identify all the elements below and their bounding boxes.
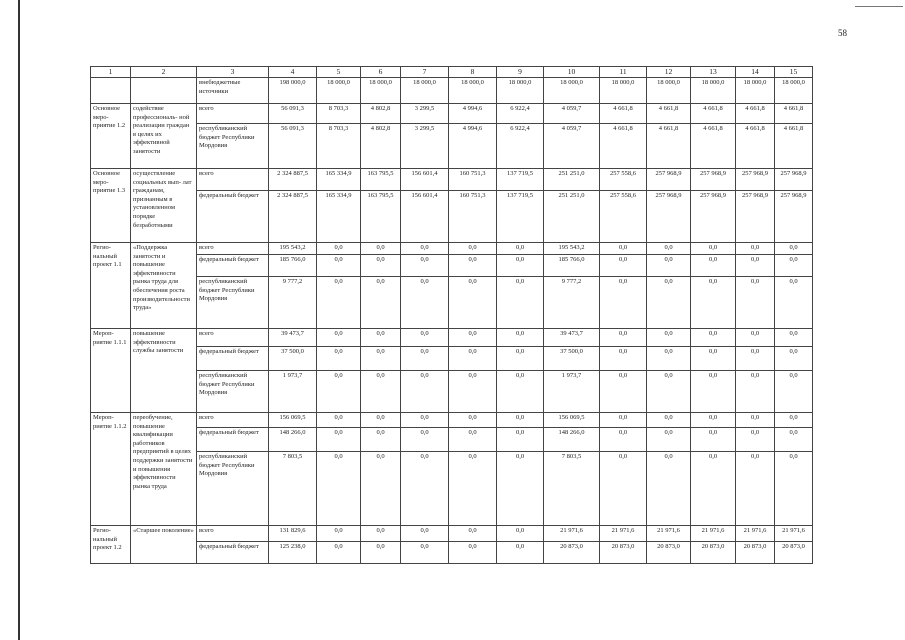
amount-cell: 0,0 bbox=[317, 452, 361, 526]
amount-cell: 0,0 bbox=[449, 428, 497, 452]
amount-cell: 0,0 bbox=[497, 277, 544, 329]
amount-cell: 0,0 bbox=[449, 452, 497, 526]
amount-cell: 0,0 bbox=[691, 428, 736, 452]
amount-cell: 20 873,0 bbox=[775, 542, 813, 564]
amount-cell: 37 500,0 bbox=[269, 347, 317, 371]
amount-cell: 0,0 bbox=[691, 255, 736, 277]
amount-cell: 257 968,9 bbox=[691, 169, 736, 191]
funding-source: всего bbox=[197, 329, 269, 347]
amount-cell: 0,0 bbox=[736, 347, 775, 371]
table-row bbox=[91, 243, 813, 255]
event-name-cell: «Поддержка занятости и повышение эффективности рынка труда для обеспечения роста производительности труда» bbox=[131, 243, 197, 329]
amount-cell: 0,0 bbox=[647, 452, 691, 526]
amount-cell: 0,0 bbox=[497, 542, 544, 564]
amount-cell: 257 558,6 bbox=[600, 169, 647, 191]
amount-cell: 0,0 bbox=[497, 428, 544, 452]
amount-cell: 7 803,5 bbox=[269, 452, 317, 526]
funding-source: республиканский бюджет Республики Мордовия bbox=[197, 124, 269, 169]
event-code-cell: Регио- нальный проект 1.2 bbox=[91, 526, 131, 564]
amount-cell: 20 873,0 bbox=[600, 542, 647, 564]
amount-cell: 9 777,2 bbox=[544, 277, 600, 329]
col-header: 15 bbox=[775, 67, 813, 78]
amount-cell: 1 973,7 bbox=[269, 371, 317, 413]
table-row bbox=[91, 104, 813, 124]
table-row bbox=[91, 428, 813, 452]
funding-source: республиканский бюджет Республики Мордовия bbox=[197, 371, 269, 413]
amount-cell: 18 000,0 bbox=[497, 78, 544, 104]
amount-cell: 0,0 bbox=[691, 329, 736, 347]
amount-cell: 18 000,0 bbox=[647, 78, 691, 104]
amount-cell: 257 558,6 bbox=[600, 191, 647, 243]
amount-cell: 251 251,0 bbox=[544, 169, 600, 191]
column-number-row bbox=[91, 67, 813, 78]
amount-cell: 257 968,9 bbox=[647, 191, 691, 243]
amount-cell: 4 661,8 bbox=[691, 104, 736, 124]
amount-cell: 2 324 887,5 bbox=[269, 191, 317, 243]
amount-cell: 0,0 bbox=[449, 371, 497, 413]
amount-cell: 0,0 bbox=[317, 428, 361, 452]
amount-cell: 195 543,2 bbox=[544, 243, 600, 255]
amount-cell: 0,0 bbox=[401, 526, 449, 542]
amount-cell: 163 795,5 bbox=[361, 191, 401, 243]
amount-cell: 257 968,9 bbox=[775, 191, 813, 243]
col-header: 5 bbox=[317, 67, 361, 78]
funding-source: всего bbox=[197, 104, 269, 124]
amount-cell: 3 299,5 bbox=[401, 104, 449, 124]
table-row bbox=[91, 255, 813, 277]
amount-cell: 125 238,0 bbox=[269, 542, 317, 564]
amount-cell: 4 661,8 bbox=[775, 104, 813, 124]
funding-source: федеральный бюджет bbox=[197, 255, 269, 277]
amount-cell: 148 266,0 bbox=[544, 428, 600, 452]
amount-cell: 0,0 bbox=[600, 413, 647, 428]
col-header: 7 bbox=[401, 67, 449, 78]
amount-cell: 0,0 bbox=[647, 329, 691, 347]
amount-cell: 0,0 bbox=[775, 452, 813, 526]
col-header: 13 bbox=[691, 67, 736, 78]
table-row bbox=[91, 124, 813, 169]
amount-cell: 0,0 bbox=[401, 255, 449, 277]
amount-cell: 0,0 bbox=[775, 428, 813, 452]
funding-source: федеральный бюджет bbox=[197, 428, 269, 452]
event-code-cell: Основное меро- приятие 1.3 bbox=[91, 169, 131, 243]
event-name-cell: содействие профессиональ- ной реализации граждан в целях их эффективной занятости bbox=[131, 104, 197, 169]
amount-cell: 18 000,0 bbox=[361, 78, 401, 104]
page-number: 58 bbox=[838, 28, 847, 38]
amount-cell: 0,0 bbox=[691, 371, 736, 413]
event-name-cell bbox=[131, 78, 197, 104]
col-header: 14 bbox=[736, 67, 775, 78]
funding-source: всего bbox=[197, 243, 269, 255]
funding-source: федеральный бюджет bbox=[197, 347, 269, 371]
amount-cell: 18 000,0 bbox=[449, 78, 497, 104]
amount-cell: 257 968,9 bbox=[736, 191, 775, 243]
table-row bbox=[91, 526, 813, 542]
amount-cell: 21 971,6 bbox=[736, 526, 775, 542]
amount-cell: 0,0 bbox=[647, 428, 691, 452]
col-header: 6 bbox=[361, 67, 401, 78]
amount-cell: 0,0 bbox=[449, 347, 497, 371]
amount-cell: 163 795,5 bbox=[361, 169, 401, 191]
table-row bbox=[91, 78, 813, 104]
col-header: 10 bbox=[544, 67, 600, 78]
amount-cell: 21 971,6 bbox=[691, 526, 736, 542]
funding-source: внебюджетные источники bbox=[197, 78, 269, 104]
amount-cell: 37 500,0 bbox=[544, 347, 600, 371]
table-row bbox=[91, 371, 813, 413]
amount-cell: 0,0 bbox=[361, 371, 401, 413]
amount-cell: 18 000,0 bbox=[691, 78, 736, 104]
amount-cell: 18 000,0 bbox=[736, 78, 775, 104]
col-header: 3 bbox=[197, 67, 269, 78]
amount-cell: 131 829,6 bbox=[269, 526, 317, 542]
amount-cell: 0,0 bbox=[401, 371, 449, 413]
top-rule bbox=[855, 6, 903, 7]
amount-cell: 160 751,3 bbox=[449, 169, 497, 191]
amount-cell: 20 873,0 bbox=[544, 542, 600, 564]
amount-cell: 257 968,9 bbox=[736, 169, 775, 191]
amount-cell: 0,0 bbox=[736, 243, 775, 255]
amount-cell: 195 543,2 bbox=[269, 243, 317, 255]
funding-source: федеральный бюджет bbox=[197, 542, 269, 564]
amount-cell: 20 873,0 bbox=[691, 542, 736, 564]
amount-cell: 0,0 bbox=[449, 329, 497, 347]
col-header: 12 bbox=[647, 67, 691, 78]
amount-cell: 6 922,4 bbox=[497, 124, 544, 169]
amount-cell: 0,0 bbox=[361, 413, 401, 428]
amount-cell: 0,0 bbox=[497, 347, 544, 371]
amount-cell: 0,0 bbox=[361, 329, 401, 347]
amount-cell: 0,0 bbox=[361, 452, 401, 526]
event-name-cell: осуществление социальных вып- лат гражданам, признанным в установленном порядке безработными bbox=[131, 169, 197, 243]
event-code-cell bbox=[91, 78, 131, 104]
amount-cell: 0,0 bbox=[449, 277, 497, 329]
amount-cell: 0,0 bbox=[497, 329, 544, 347]
amount-cell: 0,0 bbox=[449, 255, 497, 277]
amount-cell: 251 251,0 bbox=[544, 191, 600, 243]
col-header: 9 bbox=[497, 67, 544, 78]
amount-cell: 0,0 bbox=[317, 413, 361, 428]
scan-edge-bar bbox=[18, 0, 20, 640]
amount-cell: 0,0 bbox=[600, 329, 647, 347]
amount-cell: 0,0 bbox=[317, 542, 361, 564]
table-row bbox=[91, 169, 813, 191]
amount-cell: 4 994,6 bbox=[449, 104, 497, 124]
amount-cell: 4 661,8 bbox=[647, 124, 691, 169]
col-header: 8 bbox=[449, 67, 497, 78]
amount-cell: 8 703,3 bbox=[317, 124, 361, 169]
amount-cell: 0,0 bbox=[401, 452, 449, 526]
amount-cell: 137 719,5 bbox=[497, 169, 544, 191]
amount-cell: 0,0 bbox=[647, 277, 691, 329]
funding-source: федеральный бюджет bbox=[197, 191, 269, 243]
amount-cell: 0,0 bbox=[361, 347, 401, 371]
amount-cell: 0,0 bbox=[361, 243, 401, 255]
amount-cell: 0,0 bbox=[449, 542, 497, 564]
amount-cell: 56 091,3 bbox=[269, 104, 317, 124]
amount-cell: 0,0 bbox=[775, 243, 813, 255]
amount-cell: 0,0 bbox=[401, 277, 449, 329]
amount-cell: 21 971,6 bbox=[600, 526, 647, 542]
amount-cell: 0,0 bbox=[600, 428, 647, 452]
amount-cell: 0,0 bbox=[497, 526, 544, 542]
event-code-cell: Мероп- риятие 1.1.1 bbox=[91, 329, 131, 413]
amount-cell: 0,0 bbox=[600, 243, 647, 255]
col-header: 11 bbox=[600, 67, 647, 78]
amount-cell: 0,0 bbox=[691, 347, 736, 371]
amount-cell: 0,0 bbox=[449, 243, 497, 255]
amount-cell: 18 000,0 bbox=[544, 78, 600, 104]
col-header: 4 bbox=[269, 67, 317, 78]
amount-cell: 0,0 bbox=[401, 542, 449, 564]
amount-cell: 0,0 bbox=[691, 243, 736, 255]
amount-cell: 185 766,0 bbox=[544, 255, 600, 277]
amount-cell: 0,0 bbox=[736, 413, 775, 428]
event-code-cell: Мероп- риятие 1.1.2 bbox=[91, 413, 131, 526]
amount-cell: 0,0 bbox=[361, 277, 401, 329]
funding-source: республиканский бюджет Республики Мордовия bbox=[197, 452, 269, 526]
amount-cell: 0,0 bbox=[691, 277, 736, 329]
amount-cell: 0,0 bbox=[736, 277, 775, 329]
amount-cell: 0,0 bbox=[647, 413, 691, 428]
amount-cell: 0,0 bbox=[497, 413, 544, 428]
funding-source: республиканский бюджет Республики Мордовия bbox=[197, 277, 269, 329]
amount-cell: 0,0 bbox=[647, 371, 691, 413]
amount-cell: 0,0 bbox=[736, 329, 775, 347]
amount-cell: 0,0 bbox=[317, 347, 361, 371]
amount-cell: 0,0 bbox=[736, 255, 775, 277]
amount-cell: 0,0 bbox=[449, 526, 497, 542]
amount-cell: 0,0 bbox=[317, 243, 361, 255]
amount-cell: 8 703,3 bbox=[317, 104, 361, 124]
event-name-cell: переобучение, повышение квалификации работников предприятий в целях поддержки занятости и повышения эффективности рынка труда bbox=[131, 413, 197, 526]
amount-cell: 0,0 bbox=[361, 255, 401, 277]
table-row bbox=[91, 191, 813, 243]
table-row bbox=[91, 413, 813, 428]
funding-source: всего bbox=[197, 413, 269, 428]
amount-cell: 2 324 887,5 bbox=[269, 169, 317, 191]
amount-cell: 4 661,8 bbox=[736, 104, 775, 124]
amount-cell: 21 971,6 bbox=[544, 526, 600, 542]
amount-cell: 0,0 bbox=[775, 347, 813, 371]
amount-cell: 0,0 bbox=[361, 542, 401, 564]
amount-cell: 0,0 bbox=[736, 371, 775, 413]
event-name-cell: «Старшее поколение» bbox=[131, 526, 197, 564]
amount-cell: 0,0 bbox=[600, 371, 647, 413]
event-name-cell: повышение эффективности службы занятости bbox=[131, 329, 197, 413]
amount-cell: 18 000,0 bbox=[775, 78, 813, 104]
amount-cell: 0,0 bbox=[401, 347, 449, 371]
event-code-cell: Регио- нальный проект 1.1 bbox=[91, 243, 131, 329]
amount-cell: 156 601,4 bbox=[401, 191, 449, 243]
amount-cell: 4 994,6 bbox=[449, 124, 497, 169]
amount-cell: 156 069,5 bbox=[544, 413, 600, 428]
amount-cell: 0,0 bbox=[600, 277, 647, 329]
amount-cell: 0,0 bbox=[317, 329, 361, 347]
amount-cell: 0,0 bbox=[361, 526, 401, 542]
amount-cell: 4 802,8 bbox=[361, 124, 401, 169]
amount-cell: 0,0 bbox=[647, 243, 691, 255]
amount-cell: 0,0 bbox=[401, 243, 449, 255]
amount-cell: 4 661,8 bbox=[775, 124, 813, 169]
amount-cell: 185 766,0 bbox=[269, 255, 317, 277]
amount-cell: 21 971,6 bbox=[647, 526, 691, 542]
amount-cell: 165 334,9 bbox=[317, 191, 361, 243]
amount-cell: 9 777,2 bbox=[269, 277, 317, 329]
amount-cell: 0,0 bbox=[691, 452, 736, 526]
amount-cell: 0,0 bbox=[775, 277, 813, 329]
col-header: 1 bbox=[91, 67, 131, 78]
amount-cell: 7 803,5 bbox=[544, 452, 600, 526]
amount-cell: 0,0 bbox=[317, 277, 361, 329]
amount-cell: 0,0 bbox=[647, 255, 691, 277]
amount-cell: 3 299,5 bbox=[401, 124, 449, 169]
amount-cell: 0,0 bbox=[775, 371, 813, 413]
table-row bbox=[91, 542, 813, 564]
amount-cell: 18 000,0 bbox=[401, 78, 449, 104]
table-row bbox=[91, 452, 813, 526]
amount-cell: 0,0 bbox=[361, 428, 401, 452]
funding-source: всего bbox=[197, 526, 269, 542]
amount-cell: 20 873,0 bbox=[736, 542, 775, 564]
amount-cell: 4 661,8 bbox=[600, 124, 647, 169]
amount-cell: 0,0 bbox=[401, 413, 449, 428]
amount-cell: 0,0 bbox=[775, 329, 813, 347]
amount-cell: 0,0 bbox=[775, 255, 813, 277]
amount-cell: 4 661,8 bbox=[691, 124, 736, 169]
amount-cell: 148 266,0 bbox=[269, 428, 317, 452]
amount-cell: 0,0 bbox=[736, 452, 775, 526]
amount-cell: 6 922,4 bbox=[497, 104, 544, 124]
amount-cell: 156 069,5 bbox=[269, 413, 317, 428]
amount-cell: 20 873,0 bbox=[647, 542, 691, 564]
amount-cell: 1 973,7 bbox=[544, 371, 600, 413]
amount-cell: 0,0 bbox=[600, 347, 647, 371]
table-row bbox=[91, 347, 813, 371]
amount-cell: 0,0 bbox=[401, 329, 449, 347]
amount-cell: 257 968,9 bbox=[691, 191, 736, 243]
table-row bbox=[91, 329, 813, 347]
amount-cell: 0,0 bbox=[317, 255, 361, 277]
amount-cell: 39 473,7 bbox=[544, 329, 600, 347]
amount-cell: 56 091,3 bbox=[269, 124, 317, 169]
budget-table bbox=[90, 66, 813, 564]
amount-cell: 0,0 bbox=[449, 413, 497, 428]
amount-cell: 0,0 bbox=[497, 255, 544, 277]
funding-source: всего bbox=[197, 169, 269, 191]
amount-cell: 165 334,9 bbox=[317, 169, 361, 191]
amount-cell: 0,0 bbox=[497, 243, 544, 255]
amount-cell: 0,0 bbox=[736, 428, 775, 452]
amount-cell: 160 751,3 bbox=[449, 191, 497, 243]
amount-cell: 4 661,8 bbox=[736, 124, 775, 169]
amount-cell: 4 802,8 bbox=[361, 104, 401, 124]
amount-cell: 137 719,5 bbox=[497, 191, 544, 243]
amount-cell: 0,0 bbox=[600, 452, 647, 526]
amount-cell: 0,0 bbox=[600, 255, 647, 277]
amount-cell: 0,0 bbox=[497, 371, 544, 413]
amount-cell: 0,0 bbox=[691, 413, 736, 428]
amount-cell: 0,0 bbox=[317, 526, 361, 542]
amount-cell: 39 473,7 bbox=[269, 329, 317, 347]
amount-cell: 0,0 bbox=[317, 371, 361, 413]
amount-cell: 21 971,6 bbox=[775, 526, 813, 542]
table-row bbox=[91, 277, 813, 329]
amount-cell: 0,0 bbox=[647, 347, 691, 371]
amount-cell: 156 601,4 bbox=[401, 169, 449, 191]
amount-cell: 0,0 bbox=[497, 452, 544, 526]
amount-cell: 198 000,0 bbox=[269, 78, 317, 104]
amount-cell: 0,0 bbox=[775, 413, 813, 428]
amount-cell: 257 968,9 bbox=[647, 169, 691, 191]
amount-cell: 0,0 bbox=[401, 428, 449, 452]
amount-cell: 4 661,8 bbox=[647, 104, 691, 124]
amount-cell: 257 968,9 bbox=[775, 169, 813, 191]
amount-cell: 18 000,0 bbox=[600, 78, 647, 104]
amount-cell: 4 059,7 bbox=[544, 124, 600, 169]
event-code-cell: Основное меро- приятие 1.2 bbox=[91, 104, 131, 169]
col-header: 2 bbox=[131, 67, 197, 78]
amount-cell: 4 059,7 bbox=[544, 104, 600, 124]
amount-cell: 4 661,8 bbox=[600, 104, 647, 124]
amount-cell: 18 000,0 bbox=[317, 78, 361, 104]
